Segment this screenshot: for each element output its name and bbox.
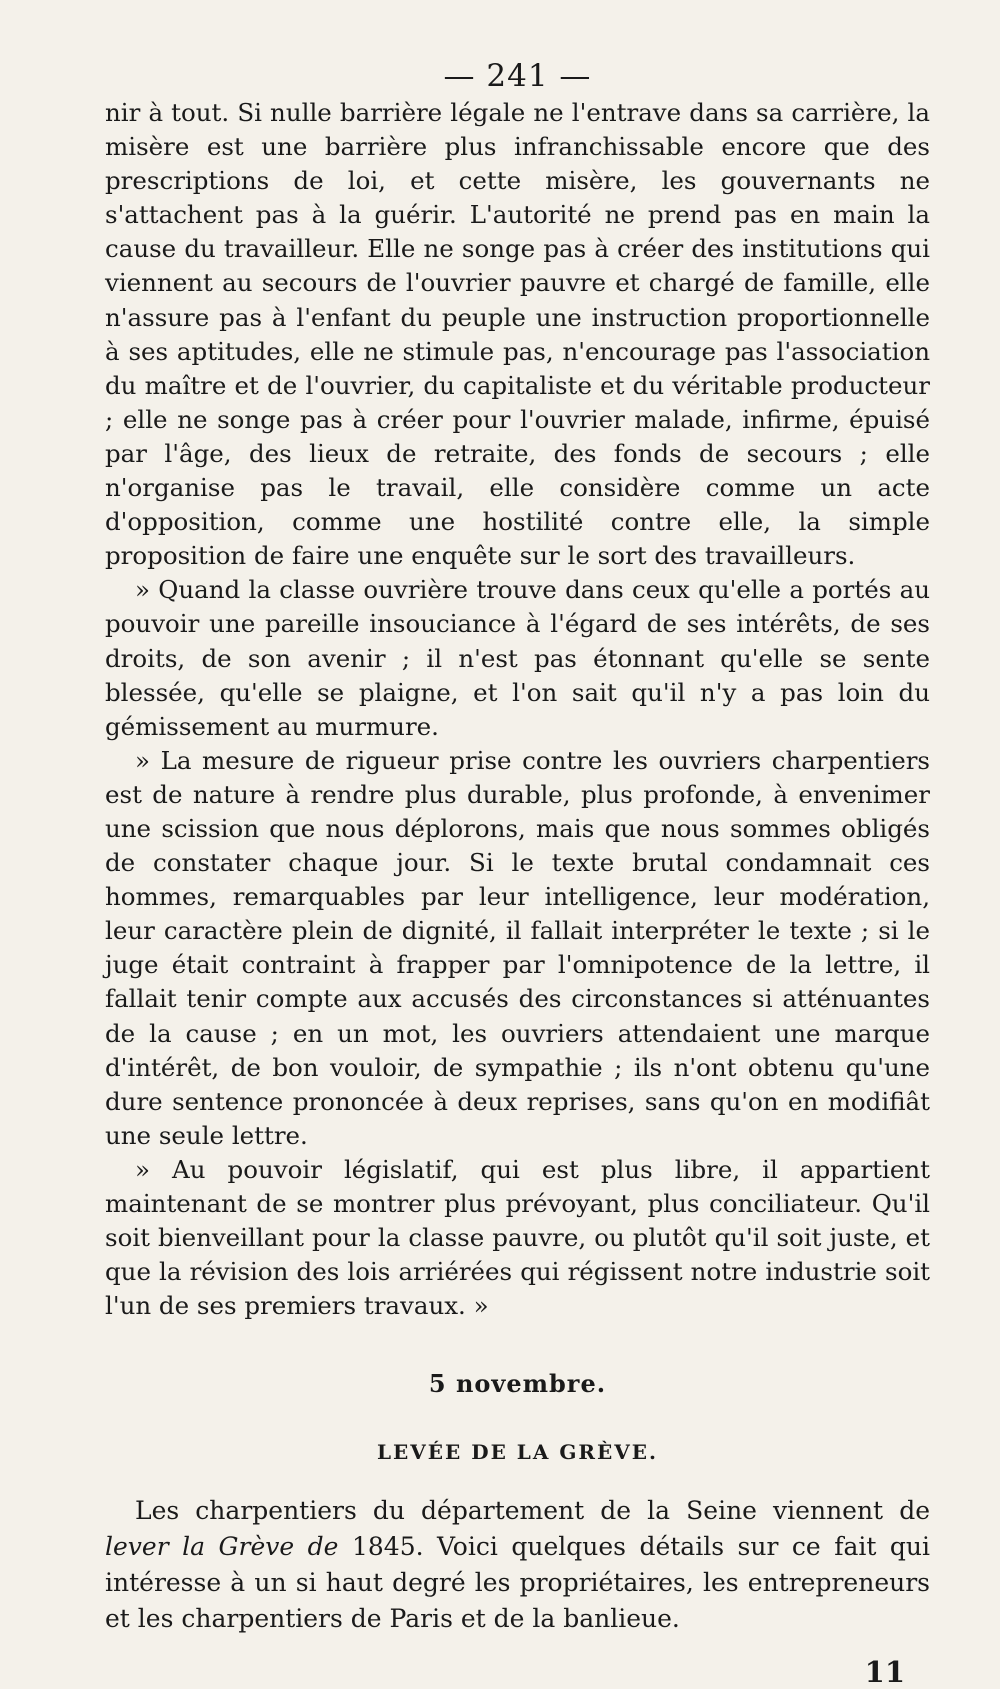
paragraph-2: » Quand la classe ouvrière trouve dans ceux qu'elle a portés au pouvoir une pareille insouciance à l'égard de ses intérêts, de ses droits, de son avenir ; il n'est pas étonnant qu'elle se sente blessée, qu'elle se plaigne, et l'on sait qu'il n'y a pas loin du gémissement au murmure.: [105, 575, 930, 741]
article-paragraph: [105, 1493, 930, 1637]
section-date: 5 novembre.: [428, 1369, 607, 1399]
page-number: — 241 —: [443, 58, 592, 94]
signature-mark: 11: [864, 1655, 905, 1689]
paragraph-4: » Au pouvoir législatif, qui est plus libre, il appartient maintenant de se montrer plus prévoyant, plus conciliateur. Qu'il soit bienveillant pour la classe pauvre, ou plutôt qu'il soit juste, et que la révision des lois arriérées qui régissent notre industrie soit l'un de ses premiers travaux. »: [105, 1154, 930, 1321]
article-text-part1: Les charpentiers du département de la Seine viennent de: [135, 1496, 930, 1526]
article-italic-text: lever la Grève de: [105, 1532, 339, 1562]
article-text-part2: 1845. Voici quelques détails sur ce fait qui intéresse à un si haut degré les propriétaires, les entrepreneurs et les charpentiers de Paris et de la banlieue.: [105, 1532, 930, 1634]
paragraph-3: » La mesure de rigueur prise contre les ouvriers charpentiers est de nature à rendre plus durable, plus profonde, à envenimer une scission que nous déplorons, mais que nous sommes obligés de constater chaque jour. Si le texte brutal condamnait ces hommes, remarquables par leur intelligence, leur modération, leur caractère plein de dignité, il fallait interpréter le texte ; si le juge était contraint à frapper par l'omnipotence de la lettre, il fallait tenir compte aux accusés des circonstances si atténuantes de la cause ; en un mot, les ouvriers attendaient une marque d'intérêt, de bon vouloir, de sympathie ; ils n'ont obtenu qu'une dure sentence prononcée à deux reprises, sans qu'on en modifiât une seule lettre.: [105, 745, 930, 1150]
section-title: LEVÉE DE LA GRÈVE.: [376, 1440, 659, 1465]
paragraph-1: nir à tout. Si nulle barrière légale ne l'entrave dans sa carrière, la misère est une barrière plus infranchissable encore que des prescriptions de loi, et cette misère, les gouvernants ne s'attachent pas à la guérir. L'autorité ne prend pas en main la cause du travailleur. Elle ne songe pas à créer des institutions qui viennent au secours de l'ouvrier pauvre et chargé de famille, elle n'assure pas à l'enfant du peuple une instruction proportionnelle à ses aptitudes, elle ne stimule pas, n'encourage pas l'association du maître et de l'ouvrier, du capitaliste et du véritable producteur ; elle ne songe pas à créer pour l'ouvrier malade, infirme, épuisé par l'âge, des lieux de retraite, des fonds de secours ; elle n'organise pas le travail, elle considère comme un acte d'opposition, comme une hostilité contre elle, la simple proposition de faire une enquête sur le sort des travailleurs.: [105, 98, 930, 571]
